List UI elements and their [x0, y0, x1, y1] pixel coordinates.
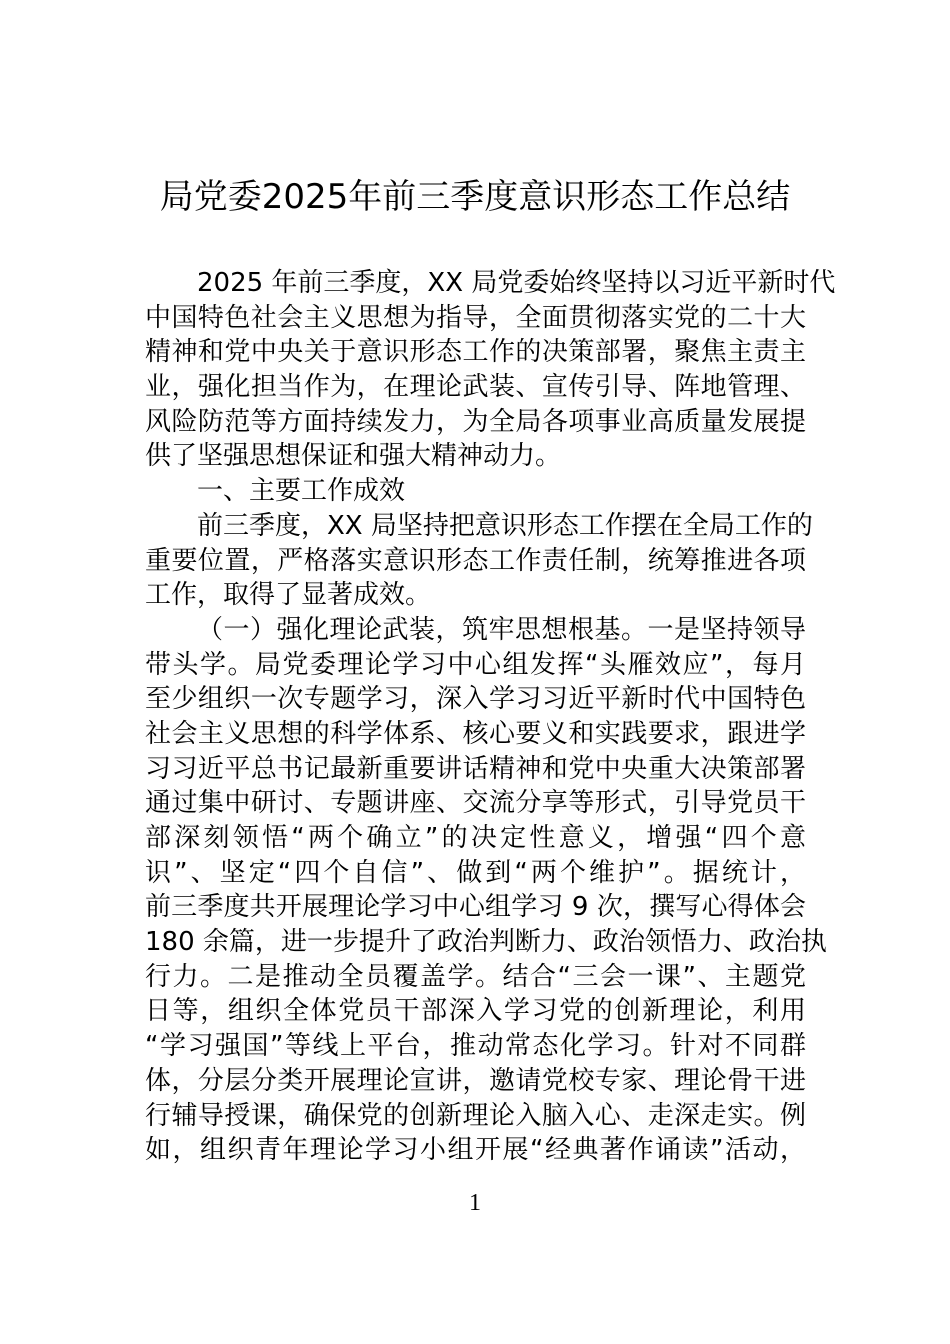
- text-line: 部深刻领悟“两个确立”的决定性意义，增强“四个意: [145, 823, 806, 853]
- page-number: 1: [469, 1190, 481, 1216]
- text-line: 工作，取得了显著成效。: [145, 580, 432, 611]
- text-line: 如，组织青年理论学习小组开展“经典著作诵读”活动，: [145, 1135, 806, 1166]
- text-line: 前三季度，XX 局坚持把意识形态工作摆在全局工作的: [197, 510, 813, 541]
- text-line: 180 余篇，进一步提升了政治判断力、政治领悟力、政治执: [145, 927, 827, 958]
- text-line: 风险防范等方面持续发力，为全局各项事业高质量发展提: [145, 406, 806, 437]
- text-line: 精神和党中央关于意识形态工作的决策部署，聚焦主责主: [145, 337, 806, 368]
- text-line: 供了坚强思想保证和强大精神动力。: [145, 441, 562, 472]
- text-line: 重要位置，严格落实意识形态工作责任制，统筹推进各项: [145, 545, 806, 576]
- text-line: 日等，组织全体党员干部深入学习党的创新理论，利用: [145, 996, 806, 1027]
- text-line: 前三季度共开展理论学习中心组学习 9 次，撰写心得体会: [145, 892, 806, 923]
- text-line: “学习强国”等线上平台，推动常态化学习。针对不同群: [145, 1031, 806, 1062]
- text-line: 行力。二是推动全员覆盖学。结合“三会一课”、主题党: [145, 961, 806, 992]
- text-line: 一、主要工作成效: [197, 476, 406, 507]
- text-line: 习习近平总书记最新重要讲话精神和党中央重大决策部署: [145, 753, 806, 784]
- text-line: 行辅导授课，确保党的创新理论入脑入心、走深走实。例: [145, 1100, 806, 1131]
- text-line: 识”、坚定“四个自信”、做到“两个维护”。据统计，: [145, 857, 806, 888]
- document-title: 局党委2025年前三季度意识形态工作总结: [159, 177, 791, 217]
- text-line: 2025 年前三季度，XX 局党委始终坚持以习近平新时代: [197, 268, 836, 298]
- text-line: 中国特色社会主义思想为指导，全面贯彻落实党的二十大: [145, 302, 806, 333]
- text-line: 业，强化担当作为，在理论武装、宣传引导、阵地管理、: [145, 372, 806, 403]
- text-line: 带头学。局党委理论学习中心组发挥“头雁效应”，每月: [145, 649, 806, 680]
- document-body: [145, 266, 836, 1168]
- text-line: （一）强化理论武装，筑牢思想根基。一是坚持领导: [197, 614, 806, 645]
- text-line: 至少组织一次专题学习，深入学习习近平新时代中国特色: [145, 684, 806, 715]
- text-line: 社会主义思想的科学体系、核心要义和实践要求，跟进学: [145, 718, 806, 749]
- text-line: 通过集中研讨、专题讲座、交流分享等形式，引导党员干: [145, 788, 806, 819]
- text-line: 体，分层分类开展理论宣讲，邀请党校专家、理论骨干进: [145, 1065, 806, 1096]
